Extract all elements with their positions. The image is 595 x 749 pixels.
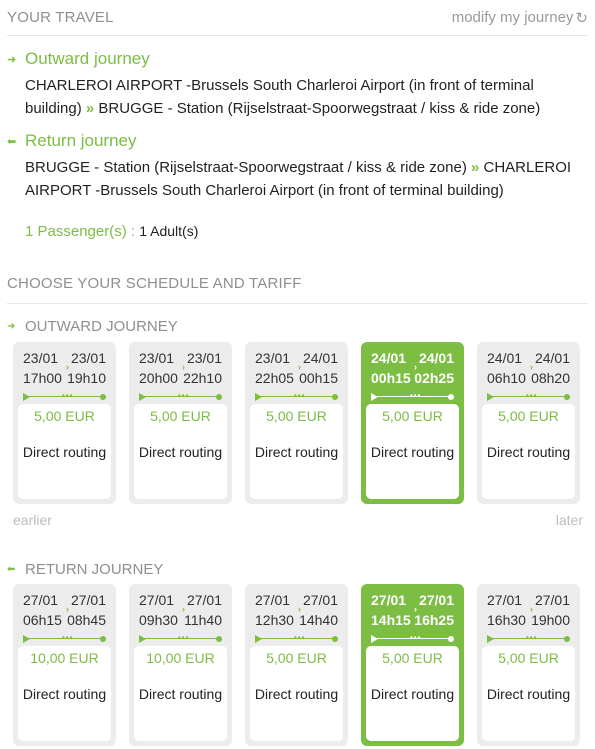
track-dots: ••• [178, 391, 190, 400]
card-times [255, 348, 338, 388]
return-journey-label-row [7, 561, 163, 578]
departure [487, 348, 526, 388]
price: 5,00 EUR [498, 408, 559, 424]
price: 5,00 EUR [266, 650, 327, 666]
price: 5,00 EUR [150, 408, 211, 424]
schedule-card[interactable] [477, 584, 580, 746]
passengers-info [25, 223, 198, 240]
return-journey-label: RETURN JOURNEY [25, 561, 164, 578]
card-details [250, 646, 343, 741]
departure [23, 590, 62, 630]
card-times [139, 590, 222, 630]
card-times [371, 348, 454, 388]
route-track [139, 635, 222, 643]
track-start-icon [23, 393, 30, 401]
departure-time: 22h05 [255, 370, 294, 386]
travel-title: YOUR TRAVEL [7, 9, 114, 26]
schedule-card[interactable] [477, 342, 580, 504]
track-dots: ••• [294, 391, 306, 400]
schedule-card[interactable] [361, 342, 464, 504]
departure-date: 27/01 [139, 592, 175, 608]
schedule-card[interactable] [361, 584, 464, 746]
arrival [414, 590, 454, 630]
arrival [184, 590, 222, 630]
route-track [487, 635, 570, 643]
arrival-time: 16h25 [414, 612, 454, 628]
arrow-right-icon: ➜ [7, 321, 16, 332]
return-from: BRUGGE - Station (Rijselstraat-Spoorwegstraat / kiss & ride zone) [25, 159, 467, 176]
arrow-right-icon: ➜ [7, 53, 17, 66]
outward-heading-row [7, 49, 588, 69]
card-times [487, 348, 570, 388]
schedule-title: CHOOSE YOUR SCHEDULE AND TARIFF [7, 275, 302, 292]
routing: Direct routing [22, 444, 107, 460]
track-end-icon [448, 394, 454, 400]
return-heading-row [7, 131, 588, 151]
arrival-time: 19h10 [67, 370, 106, 386]
departure-date: 23/01 [23, 350, 59, 366]
routing: Direct routing [138, 686, 223, 702]
routing: Direct routing [486, 686, 571, 702]
departure-date: 23/01 [139, 350, 175, 366]
track-end-icon [100, 636, 106, 642]
departure-date: 27/01 [23, 592, 59, 608]
arrival-date: 23/01 [186, 350, 222, 366]
passengers-label: 1 Passenger(s) : [25, 223, 136, 240]
arrival-date: 27/01 [70, 592, 106, 608]
passengers-value: 1 Adult(s) [139, 223, 199, 239]
departure-date: 27/01 [371, 592, 407, 608]
track-dots: ••• [526, 391, 538, 400]
chevron-right-icon: › [182, 604, 185, 614]
arrival-date: 27/01 [418, 592, 454, 608]
track-end-icon [216, 636, 222, 642]
card-times [23, 590, 106, 630]
routing: Direct routing [138, 444, 223, 460]
departure-date: 27/01 [487, 592, 523, 608]
departure-date: 23/01 [255, 350, 291, 366]
route-separator: » [471, 159, 480, 176]
departure [255, 348, 294, 388]
card-times [255, 590, 338, 630]
arrival-date: 27/01 [186, 592, 222, 608]
outward-journey-label: OUTWARD JOURNEY [25, 318, 178, 335]
route-track [23, 635, 106, 643]
schedule-card[interactable] [13, 584, 116, 746]
departure-time: 12h30 [255, 612, 294, 628]
card-times [371, 590, 454, 630]
track-end-icon [100, 394, 106, 400]
arrow-left-icon: ⬅ [7, 135, 17, 148]
routing: Direct routing [486, 444, 571, 460]
track-end-icon [448, 636, 454, 642]
card-details [18, 404, 111, 499]
card-details [366, 646, 459, 741]
outward-heading: Outward journey [25, 49, 150, 68]
price: 5,00 EUR [382, 408, 443, 424]
arrival-time: 22h10 [183, 370, 222, 386]
departure-date: 27/01 [255, 592, 291, 608]
arrival-time: 00h15 [299, 370, 338, 386]
chevron-right-icon: › [182, 362, 185, 372]
schedule-card[interactable] [129, 342, 232, 504]
departure [487, 590, 526, 630]
departure [371, 590, 411, 630]
track-start-icon [255, 393, 262, 401]
schedule-card[interactable] [13, 342, 116, 504]
track-start-icon [487, 393, 494, 401]
track-start-icon [371, 393, 378, 401]
arrival-time: 08h45 [67, 612, 106, 628]
arrival [67, 590, 106, 630]
return-summary [7, 131, 588, 202]
departure-date: 24/01 [371, 350, 407, 366]
arrival [531, 590, 570, 630]
departure-date: 24/01 [487, 350, 523, 366]
card-details [366, 404, 459, 499]
chevron-right-icon: › [414, 604, 417, 614]
departure [371, 348, 411, 388]
track-start-icon [487, 635, 494, 643]
departure-time: 09h30 [139, 612, 178, 628]
route-track [371, 393, 454, 401]
return-route [25, 156, 585, 202]
track-dots: ••• [178, 633, 190, 642]
track-start-icon [255, 635, 262, 643]
routing: Direct routing [22, 686, 107, 702]
track-end-icon [332, 394, 338, 400]
outward-summary [7, 49, 588, 120]
schedule-header [7, 275, 588, 304]
arrival [299, 590, 338, 630]
departure [23, 348, 62, 388]
route-track [487, 393, 570, 401]
departure-time: 00h15 [371, 370, 411, 386]
card-times [487, 590, 570, 630]
outward-to: BRUGGE - Station (Rijselstraat-Spoorwegstraat / kiss & ride zone) [98, 100, 541, 117]
chevron-right-icon: › [66, 362, 69, 372]
route-track [255, 393, 338, 401]
arrival-date: 24/01 [418, 350, 454, 366]
price: 5,00 EUR [498, 650, 559, 666]
arrival [67, 348, 106, 388]
chevron-right-icon: › [530, 604, 533, 614]
track-dots: ••• [526, 633, 538, 642]
arrival-time: 19h00 [531, 612, 570, 628]
chevron-right-icon: › [298, 362, 301, 372]
departure-time: 14h15 [371, 612, 411, 628]
outward-route [25, 74, 585, 120]
refresh-icon: ↻ [575, 9, 588, 27]
departure-time: 16h30 [487, 612, 526, 628]
track-end-icon [332, 636, 338, 642]
routing: Direct routing [370, 444, 455, 460]
arrival-time: 02h25 [414, 370, 454, 386]
arrival-date: 27/01 [302, 592, 338, 608]
schedule-card[interactable] [245, 584, 348, 746]
arrival-time: 08h20 [531, 370, 570, 386]
arrival-date: 27/01 [534, 592, 570, 608]
outward-from: CHARLEROI AIRPORT -Brussels South Charleroi Airport (in front of terminal building) [25, 77, 534, 117]
departure [139, 348, 178, 388]
arrival-time: 14h40 [299, 612, 338, 628]
departure-time: 06h15 [23, 612, 62, 628]
schedule-card[interactable] [245, 342, 348, 504]
later-link[interactable]: later [555, 512, 583, 528]
modify-journey-label: modify my journey [451, 9, 574, 26]
card-details [18, 646, 111, 741]
route-track [371, 635, 454, 643]
arrival-time: 11h40 [184, 612, 222, 628]
track-start-icon [139, 635, 146, 643]
card-details [134, 404, 227, 499]
chevron-right-icon: › [66, 604, 69, 614]
route-track [139, 393, 222, 401]
card-details [482, 646, 575, 741]
track-start-icon [371, 635, 378, 643]
track-dots: ••• [62, 633, 74, 642]
track-start-icon [139, 393, 146, 401]
outward-journey-label-row [7, 318, 178, 335]
departure [255, 590, 294, 630]
card-times [139, 348, 222, 388]
arrival [531, 348, 570, 388]
departure [139, 590, 178, 630]
routing: Direct routing [254, 686, 339, 702]
track-start-icon [23, 635, 30, 643]
arrival [414, 348, 454, 388]
routing: Direct routing [254, 444, 339, 460]
departure-time: 17h00 [23, 370, 62, 386]
arrival [299, 348, 338, 388]
card-details [134, 646, 227, 741]
arrival-date: 24/01 [534, 350, 570, 366]
track-dots: ••• [62, 391, 74, 400]
track-dots: ••• [410, 391, 422, 400]
track-dots: ••• [294, 633, 306, 642]
price: 5,00 EUR [266, 408, 327, 424]
card-details [482, 404, 575, 499]
arrival-date: 24/01 [302, 350, 338, 366]
chevron-right-icon: › [298, 604, 301, 614]
return-to: CHARLEROI AIRPORT -Brussels South Charleroi Airport (in front of terminal building) [25, 159, 572, 199]
price: 10,00 EUR [30, 650, 99, 666]
chevron-right-icon: › [530, 362, 533, 372]
track-dots: ••• [410, 633, 422, 642]
departure-time: 06h10 [487, 370, 526, 386]
price: 10,00 EUR [146, 650, 215, 666]
arrival-date: 23/01 [70, 350, 106, 366]
card-times [23, 348, 106, 388]
chevron-right-icon: › [414, 362, 417, 372]
card-details [250, 404, 343, 499]
earlier-link[interactable]: earlier [13, 512, 52, 528]
price: 5,00 EUR [34, 408, 95, 424]
departure-time: 20h00 [139, 370, 178, 386]
track-end-icon [216, 394, 222, 400]
schedule-card[interactable] [129, 584, 232, 746]
route-track [255, 635, 338, 643]
price: 5,00 EUR [382, 650, 443, 666]
routing: Direct routing [370, 686, 455, 702]
track-end-icon [564, 636, 570, 642]
travel-header [7, 0, 588, 36]
arrival [183, 348, 222, 388]
return-heading: Return journey [25, 131, 137, 150]
route-track [23, 393, 106, 401]
modify-journey-link[interactable] [452, 9, 588, 27]
track-end-icon [564, 394, 570, 400]
route-separator: » [85, 100, 95, 117]
arrow-left-icon: ⬅ [7, 564, 16, 575]
